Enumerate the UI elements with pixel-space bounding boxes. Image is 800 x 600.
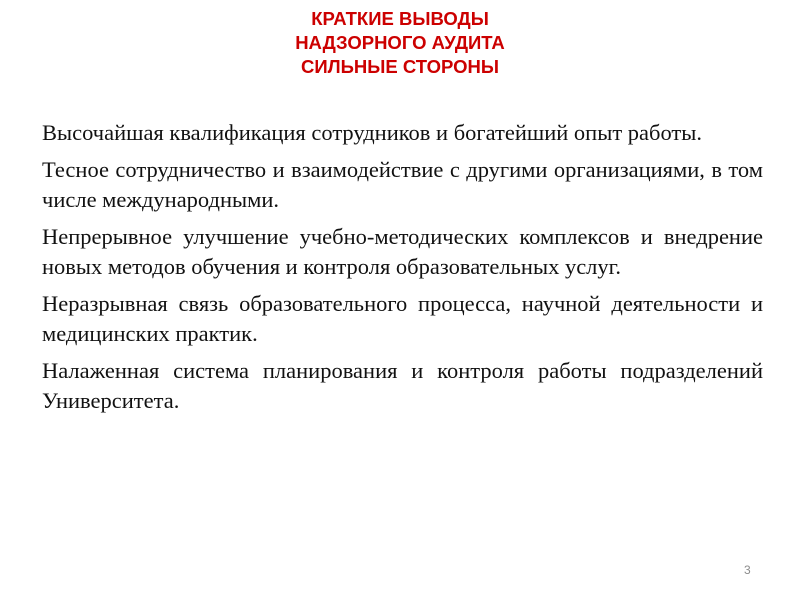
strength-item: Неразрывная связь образовательного процесса, научной деятельности и медицинских практик. [42, 291, 763, 346]
strength-item: Налаженная система планирования и контроля работы подразделений Университета. [42, 358, 763, 413]
title-line-3: СИЛЬНЫЕ СТОРОНЫ [301, 56, 499, 77]
strength-item: Непрерывное улучшение учебно-методических комплексов и внедрение новых методов обучения и контроля образовательных услуг. [42, 224, 763, 279]
strength-item: Высочайшая квалификация сотрудников и богатейший опыт работы. [42, 120, 702, 145]
title-line-1: КРАТКИЕ ВЫВОДЫ [311, 8, 489, 29]
strength-item: Тесное сотрудничество и взаимодействие с другими организациями, в том числе международными. [42, 157, 763, 212]
page-number: 3 [744, 563, 751, 577]
slide-title [0, 7, 800, 79]
strengths-list [42, 118, 763, 423]
title-line-2: НАДЗОРНОГО АУДИТА [295, 32, 505, 53]
